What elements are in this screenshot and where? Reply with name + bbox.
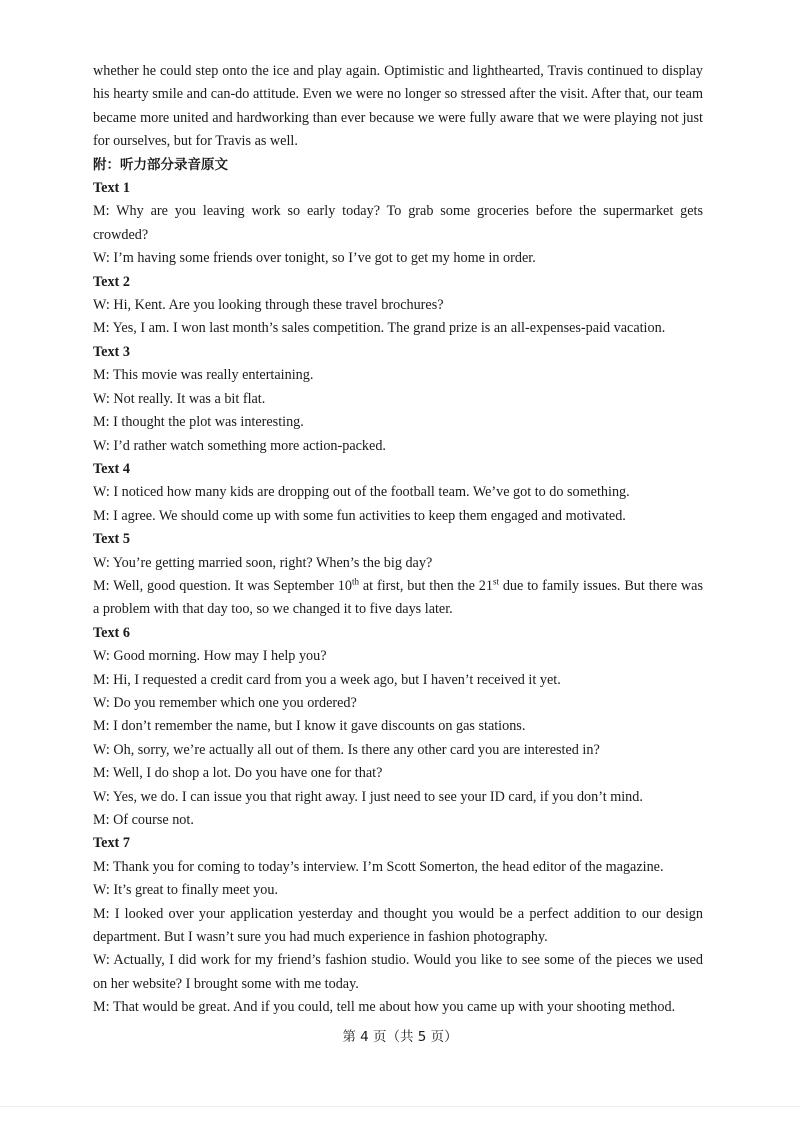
dialogue-line: M: I agree. We should come up with some fun activities to keep them engaged and motivated. bbox=[93, 507, 626, 524]
dialogue-line: M: That would be great. And if you could, tell me about how you came up with your shooting method. bbox=[93, 999, 676, 1016]
appendix-title: 附：听力部分录音原文 bbox=[93, 156, 228, 173]
dialogue-line: W: I’m having some friends over tonight, so I’ve got to get my home in order. bbox=[93, 250, 536, 267]
dialogue-line: W: Yes, we do. I can issue you that right away. I just need to see your ID card, if you don’t mind. bbox=[93, 788, 643, 805]
dialogue-line: W: Actually, I did work for my friend’s fashion studio. Would you like to see some of the pieces we used on her website? I brought some with me today. bbox=[93, 952, 703, 992]
date-text: M: Well, good question. It was September 10 bbox=[93, 577, 352, 594]
dialogue-line-with-dates bbox=[93, 575, 703, 622]
dialogue-line: M: This movie was really entertaining. bbox=[93, 367, 314, 384]
dialogue-line: W: Not really. It was a bit flat. bbox=[93, 390, 266, 407]
dialogue-line: W: It’s great to finally meet you. bbox=[93, 882, 279, 899]
text-5-title: Text 5 bbox=[93, 531, 130, 548]
page-edge-divider bbox=[0, 1106, 800, 1107]
text-1-title: Text 1 bbox=[93, 180, 130, 197]
date-text: due to family issues. But there was bbox=[498, 577, 703, 594]
ordinal-suffix: th bbox=[351, 576, 359, 587]
dialogue-line: W: I’d rather watch something more action-packed. bbox=[93, 437, 386, 454]
date-text: a problem with that day too, so we changed it to five days later. bbox=[93, 601, 453, 618]
dialogue-line: W: You’re getting married soon, right? When’s the big day? bbox=[93, 554, 433, 571]
dialogue-line: M: Yes, I am. I won last month’s sales competition. The grand prize is an all-expenses-paid vacation. bbox=[93, 320, 666, 337]
dialogue-line: W: Do you remember which one you ordered? bbox=[93, 694, 357, 711]
date-text: at first, but then the 21 bbox=[359, 577, 493, 594]
dialogue-line: W: I noticed how many kids are dropping out of the football team. We’ve got to do something. bbox=[93, 484, 630, 501]
dialogue-line: W: Good morning. How may I help you? bbox=[93, 648, 327, 665]
text-2-title: Text 2 bbox=[93, 273, 130, 290]
page-content bbox=[93, 60, 703, 1020]
ordinal-suffix: st bbox=[492, 576, 499, 587]
text-7-title: Text 7 bbox=[93, 835, 130, 852]
text-6-title: Text 6 bbox=[93, 624, 130, 641]
intro-line: his hearty smile and can-do attitude. Even we were no longer so stressed after the visit. After that, our team bbox=[93, 86, 703, 103]
dialogue-line: W: Oh, sorry, we’re actually all out of them. Is there any other card you are interested in? bbox=[93, 741, 600, 758]
intro-paragraph bbox=[93, 60, 703, 154]
dialogue-line: M: I don’t remember the name, but I know it gave discounts on gas stations. bbox=[93, 718, 526, 735]
intro-line: became more united and hardworking than ever because we were fully aware that we were playing not just bbox=[93, 109, 703, 126]
text-4-title: Text 4 bbox=[93, 460, 130, 477]
dialogue-line: W: Hi, Kent. Are you looking through these travel brochures? bbox=[93, 297, 444, 314]
intro-line: for ourselves, but for Travis as well. bbox=[93, 133, 298, 150]
dialogue-line: M: I looked over your application yesterday and thought you would be a perfect addition to our design department. But I wasn’t sure you had much experience in fashion photography. bbox=[93, 905, 703, 946]
dialogue-line: M: Of course not. bbox=[93, 812, 194, 828]
dialogue-line: M: Hi, I requested a credit card from you a week ago, but I haven’t received it yet. bbox=[93, 671, 561, 688]
dialogue-line: M: Well, I do shop a lot. Do you have one for that? bbox=[93, 765, 383, 782]
intro-line: whether he could step onto the ice and play again. Optimistic and lighthearted, Travis continued to display bbox=[93, 63, 703, 79]
page-number-footer: 第 4 页（共 5 页） bbox=[342, 1029, 458, 1045]
dialogue-line: M: Thank you for coming to today’s interview. I’m Scott Somerton, the head editor of the magazine. bbox=[93, 858, 664, 875]
dialogue-line: M: I thought the plot was interesting. bbox=[93, 414, 304, 431]
text-3-title: Text 3 bbox=[93, 343, 130, 360]
dialogue-line: M: Why are you leaving work so early today? To grab some groceries before the supermarket gets crowded? bbox=[93, 203, 703, 243]
